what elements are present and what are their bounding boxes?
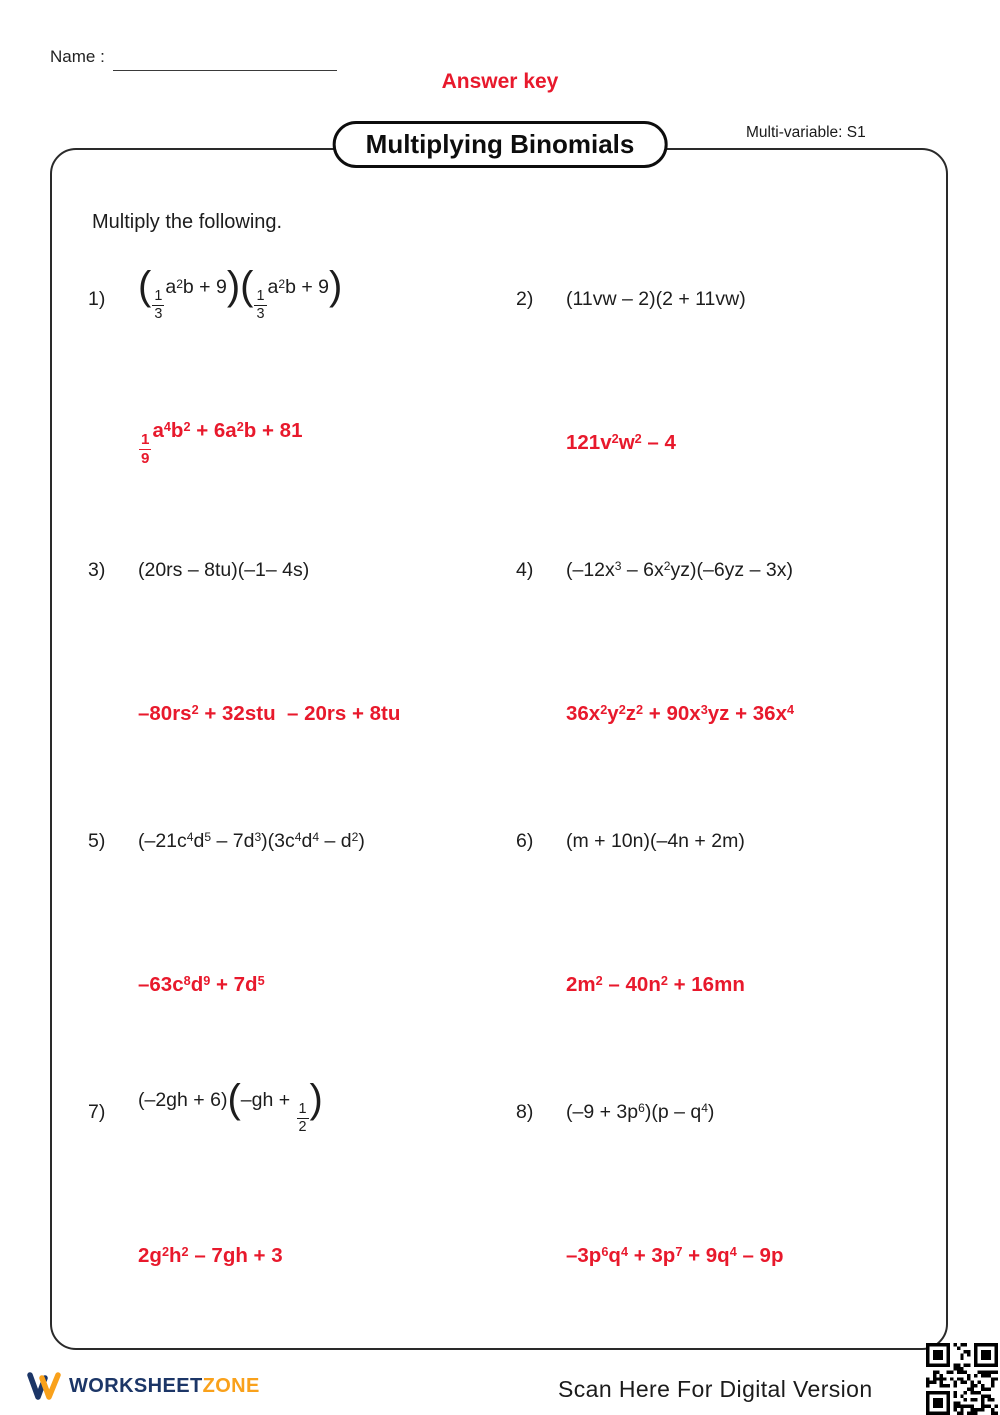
problem-4 — [516, 536, 940, 807]
answer-key-label: Answer key — [441, 70, 559, 93]
question-expression: $(-12x^3 - 6x^2yz)(-6yz - 3x)$ — [566, 558, 793, 581]
answer-expression: $36x^2y^2z^2 + 90x^3yz + 36x^4$ — [566, 702, 795, 725]
brand-logo — [26, 1370, 260, 1402]
problem-3 — [88, 536, 516, 807]
question-expression: ( $\frac{1}{3}$ $a^2b + 9$)( $\frac{1}{3}$ $a^2b + 9$) — [138, 264, 343, 322]
w-icon — [26, 1370, 62, 1402]
question-expression: (11vw – 2)(2 + 11vw) — [566, 287, 746, 310]
problem-5 — [88, 807, 516, 1078]
brand-name-zone: ZONE — [202, 1374, 260, 1397]
question-expression: (m + 10n)(–4n + 2m) — [566, 829, 745, 852]
problem-8 — [516, 1078, 940, 1349]
worksheet-title: Multiplying Binomials — [333, 121, 668, 168]
instruction-text: Multiply the following. — [92, 211, 283, 233]
problem-number: 1) — [88, 287, 106, 310]
question-expression: (20rs – 8tu)(–1– 4s) — [138, 558, 310, 581]
brand-name-worksheet: WORKSHEET — [69, 1374, 203, 1397]
scan-here-text: Scan Here For Digital Version — [558, 1376, 873, 1402]
problem-number: 8) — [516, 1100, 534, 1123]
problem-number: 4) — [516, 558, 534, 581]
answer-expression: $\frac{1}{9}$ $a^4b^2 + 6a^2b + 81$ — [141, 419, 303, 467]
answer-expression: $-80rs^2 + 32stu - 20rs + 8tu$ — [138, 702, 401, 725]
answer-expression: $-63c^8d^9 + 7d^5$ — [138, 973, 265, 996]
answer-expression: $2m^2 - 40n^2 + 16mn$ — [566, 973, 745, 996]
problem-number: 2) — [516, 287, 534, 310]
answer-expression: $-3p^6q^4 + 3p^7 + 9q^4 - 9p$ — [566, 1244, 784, 1267]
problem-number: 6) — [516, 829, 534, 852]
problem-6 — [516, 807, 940, 1078]
name-label: Name : — [50, 47, 105, 66]
variant-label: Multi-variable: S1 — [746, 124, 866, 141]
question-expression: $(-21c^4d^5 - 7d^3)(3c^4d^4 - d^2)$ — [138, 829, 365, 852]
problem-2 — [516, 265, 940, 536]
problem-number: 5) — [88, 829, 106, 852]
answer-expression: $2g^2h^2 - 7gh + 3$ — [138, 1244, 283, 1267]
problem-1 — [88, 265, 516, 536]
question-expression: $(-9 + 3p^6)(p - q^4)$ — [566, 1100, 715, 1123]
problems-grid — [88, 265, 940, 1349]
qr-code-graphic — [926, 1343, 998, 1415]
problem-number: 3) — [88, 558, 106, 581]
qr-code — [926, 1343, 998, 1415]
problem-number: 7) — [88, 1100, 106, 1123]
problem-7 — [88, 1078, 516, 1349]
answer-expression: $121v^2w^2 - 4$ — [566, 431, 676, 454]
question-expression: (–2gh + 6)(–gh + $\frac{1}{2}$ ) — [138, 1077, 323, 1135]
